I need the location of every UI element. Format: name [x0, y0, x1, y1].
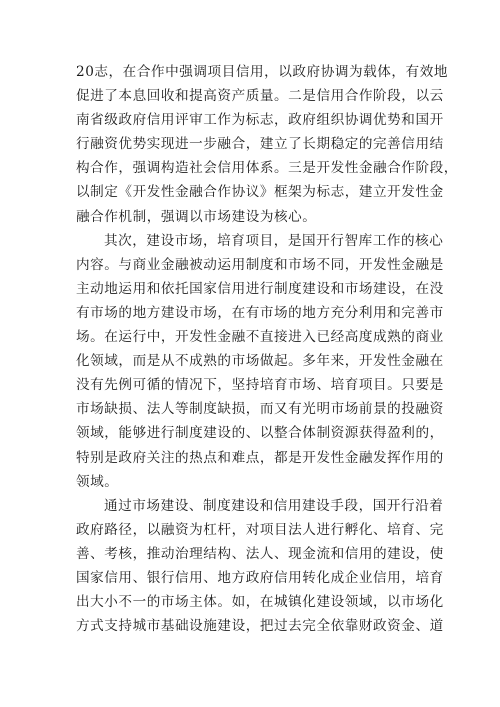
text-line: 领域，能够进行制度建设的、以整合体制资源获得盈利的， [76, 425, 444, 442]
text-line: 出大小不一的市场主体。如，在城镇化建设领域，以市场化 [76, 594, 444, 611]
paragraph-continuation [76, 60, 458, 229]
text-line: 构合作，强调构造社会信用体系。三是开发性金融合作阶段， [76, 160, 458, 177]
text-line: 主动地运用和依托国家信用进行制度建设和市场建设，在没 [76, 280, 444, 297]
text-line: 20志，在合作中强调项目信用，以政府协调为载体，有效地 [76, 64, 448, 80]
text-line: 善、考核，推动治理结构、法人、现金流和信用的建设，使 [76, 545, 444, 562]
paragraph-market-building [76, 229, 444, 494]
text-line: 方式支持城市基础设施建设，把过去完全依靠财政资金、道 [76, 618, 444, 635]
text-line: 特别是政府关注的热点和难点，都是开发性金融发挥作用的 [76, 449, 444, 466]
text-line: 通过市场建设、制度建设和信用建设手段，国开行沿着 [104, 497, 444, 514]
text-line: 场。在运行中，开发性金融不直接进入已经高度成熟的商业 [76, 329, 444, 346]
text-line: 国家信用、银行信用、地方政府信用转化成企业信用，培育 [76, 569, 444, 586]
text-line: 市场缺损、法人等制度缺损，而又有光明市场前景的投融资 [76, 401, 444, 418]
text-line: 其次，建设市场，培育项目，是国开行智库工作的核心 [104, 232, 444, 249]
text-line: 内容。与商业金融被动运用制度和市场不同，开发性金融是 [76, 256, 444, 273]
text-line: 促进了本息回收和提高资产质量。二是信用合作阶段，以云 [76, 88, 444, 105]
body-text [76, 60, 458, 638]
text-line: 以制定《开发性金融合作协议》框架为标志，建立开发性金 [76, 184, 444, 201]
text-line: 没有先例可循的情况下，坚持培育市场、培育项目。只要是 [76, 377, 444, 394]
text-line: 政府路径，以融资为杠杆，对项目法人进行孵化、培育、完 [76, 521, 444, 538]
text-line: 融合作机制，强调以市场建设为核心。 [76, 208, 317, 225]
text-line: 领域。 [76, 473, 119, 490]
text-line: 行融资优势实现进一步融合，建立了长期稳定的完善信用结 [76, 136, 444, 153]
text-line: 化领域，而是从不成熟的市场做起。多年来，开发性金融在 [76, 353, 444, 370]
paragraph-market-construction [76, 494, 444, 639]
text-line: 南省级政府信用评审工作为标志，政府组织协调优势和国开 [76, 112, 444, 129]
text-line: 有市场的地方建设市场，在有市场的地方充分利用和完善市 [76, 304, 444, 321]
